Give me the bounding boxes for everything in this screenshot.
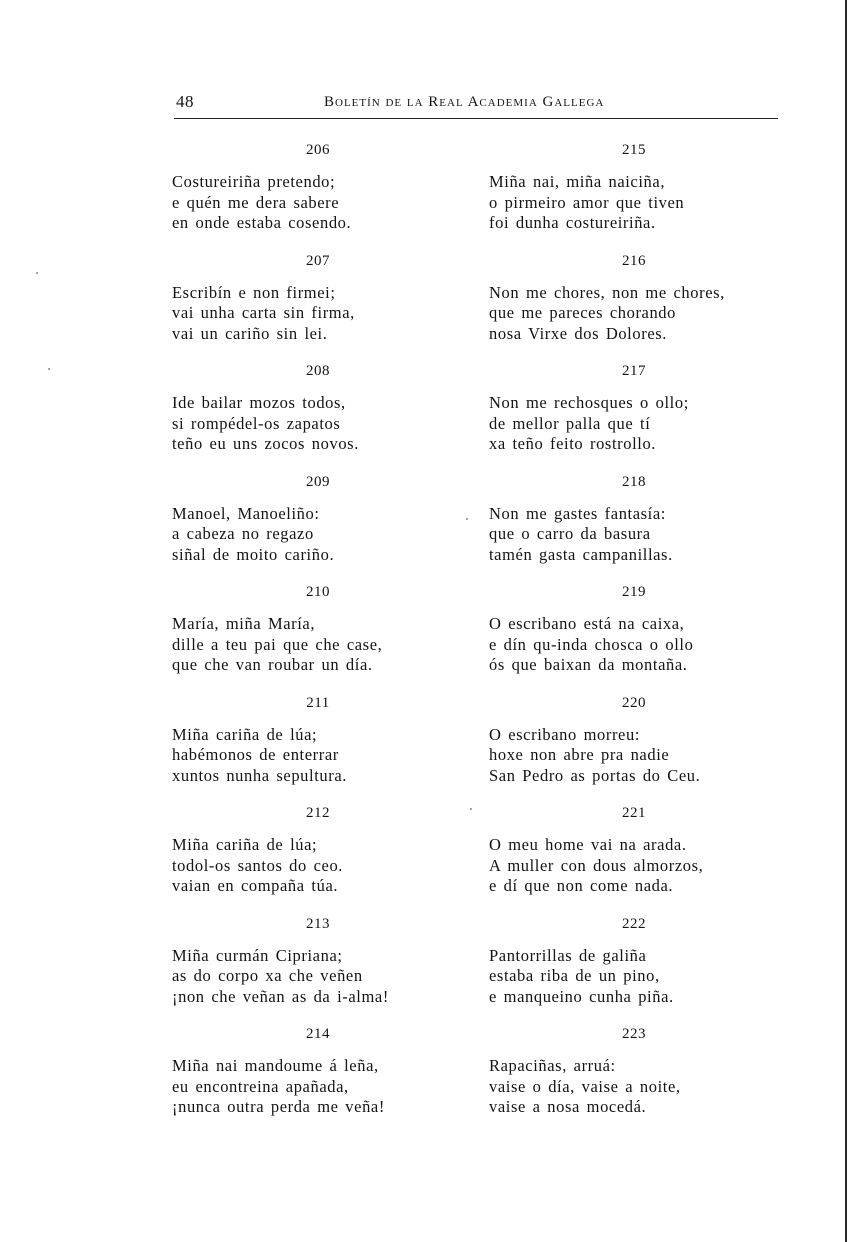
verse-line: Miña cariña de lúa; bbox=[172, 724, 318, 744]
verse-line: estaba riba de un pino, bbox=[489, 966, 660, 985]
verse-lines bbox=[489, 504, 673, 566]
verse-lines bbox=[489, 1056, 681, 1118]
header-rule bbox=[174, 118, 778, 119]
stanza bbox=[489, 805, 789, 916]
verse-line: todol-os santos do ceo. bbox=[172, 855, 344, 875]
stanza-number: 216 bbox=[622, 252, 646, 269]
verse-line: as do corpo xa che veñen bbox=[172, 966, 363, 985]
verse-line: ¡nunca outra perda me veña! bbox=[172, 1097, 385, 1116]
stanza-number: 223 bbox=[622, 1026, 646, 1042]
stanza-number: 215 bbox=[622, 142, 646, 158]
verse-lines bbox=[489, 283, 725, 345]
verse-line: tamén gasta campanillas. bbox=[489, 544, 673, 564]
verse-line: xuntos nunha sepultura. bbox=[172, 765, 347, 785]
verse-line: vaian en compaña túa. bbox=[172, 876, 339, 895]
running-head: Boletín de la Real Academia Gallega bbox=[324, 94, 605, 110]
verse-line: ¡non che veñan as da i-alma! bbox=[172, 986, 389, 1006]
verse-line: e dín qu-inda chosca o ollo bbox=[489, 634, 694, 654]
verse-line: a cabeza no regazo bbox=[172, 524, 314, 543]
stanza-number: 208 bbox=[306, 363, 330, 379]
verse-lines bbox=[172, 835, 343, 897]
verse-line: e manqueino cunha piña. bbox=[489, 986, 674, 1006]
verse-line: Non me chores, non me chores, bbox=[489, 282, 725, 302]
stanza bbox=[172, 253, 472, 364]
verse-line: e dí que non come nada. bbox=[489, 876, 674, 895]
verse-line: que o carro da basura bbox=[489, 524, 651, 543]
stanza bbox=[489, 142, 789, 253]
verse-lines bbox=[172, 725, 347, 787]
stanza-number: 206 bbox=[306, 142, 330, 158]
verse-line: si rompédel-os zapatos bbox=[172, 413, 341, 433]
page-number: 48 bbox=[176, 92, 194, 111]
verse-line: dille a teu pai que che case, bbox=[172, 634, 383, 654]
stanza-number: 217 bbox=[622, 363, 646, 379]
verse-line: Ide bailar mozos todos, bbox=[172, 393, 346, 412]
verse-lines bbox=[489, 946, 674, 1008]
stanza bbox=[489, 253, 789, 364]
stanza-number: 219 bbox=[622, 584, 646, 600]
verse-lines bbox=[489, 393, 689, 455]
stanza-number: 207 bbox=[306, 252, 330, 269]
verse-lines bbox=[172, 504, 334, 566]
stanza-number: 218 bbox=[622, 473, 646, 490]
stanza-number: 210 bbox=[306, 584, 330, 600]
verse-line: A muller con dous almorzos, bbox=[489, 855, 704, 875]
scan-speck bbox=[48, 368, 50, 370]
verse-line: O meu home vai na arada. bbox=[489, 835, 687, 854]
verse-line: o pirmeiro amor que tiven bbox=[489, 192, 685, 212]
stanza bbox=[489, 474, 789, 585]
verse-line: Non me gastes fantasía: bbox=[489, 503, 666, 523]
stanza-number: 213 bbox=[306, 915, 330, 932]
verse-line: Miña cariña de lúa; bbox=[172, 835, 318, 854]
scan-speck bbox=[36, 272, 38, 274]
verse-line: Rapaciñas, arruá: bbox=[489, 1056, 616, 1075]
verse-line: vaise o día, vaise a noite, bbox=[489, 1076, 681, 1096]
stanza bbox=[172, 1026, 472, 1137]
stanza bbox=[172, 142, 472, 253]
verse-line: hoxe non abre pra nadie bbox=[489, 745, 670, 764]
stanza-number: 220 bbox=[622, 694, 646, 711]
scan-speck bbox=[466, 518, 468, 520]
left-column bbox=[172, 142, 472, 1137]
stanza bbox=[172, 474, 472, 585]
verse-lines bbox=[489, 725, 700, 787]
stanza bbox=[489, 695, 789, 806]
verse-line: Costureiriña pretendo; bbox=[172, 172, 336, 191]
stanza bbox=[489, 363, 789, 474]
verse-line: Pantorrillas de galiña bbox=[489, 945, 647, 965]
stanza-number: 222 bbox=[622, 915, 646, 932]
scan-edge-line bbox=[845, 0, 847, 1242]
verse-line: San Pedro as portas do Ceu. bbox=[489, 765, 701, 785]
stanza bbox=[172, 695, 472, 806]
verse-lines bbox=[172, 172, 351, 234]
verse-line: Miña curmán Cipriana; bbox=[172, 945, 343, 965]
verse-line: eu encontreina apañada, bbox=[172, 1076, 349, 1096]
scan-speck bbox=[470, 808, 472, 810]
stanza-number: 221 bbox=[622, 805, 646, 821]
verse-lines bbox=[172, 946, 389, 1008]
stanza bbox=[172, 916, 472, 1027]
verse-line: ós que baixan da montaña. bbox=[489, 655, 688, 674]
verse-line: vai unha carta sin firma, bbox=[172, 303, 355, 322]
stanza bbox=[172, 584, 472, 695]
verse-line: habémonos de enterrar bbox=[172, 745, 339, 764]
verse-lines bbox=[489, 172, 684, 234]
verse-lines bbox=[489, 835, 703, 897]
verse-line: siñal de moito cariño. bbox=[172, 544, 335, 564]
stanza bbox=[489, 916, 789, 1027]
stanza-number: 211 bbox=[306, 694, 330, 711]
verse-lines bbox=[172, 614, 382, 676]
verse-line: O escribano está na caixa, bbox=[489, 614, 685, 633]
verse-line: nosa Virxe dos Dolores. bbox=[489, 323, 667, 343]
stanza bbox=[489, 584, 789, 695]
verse-lines bbox=[172, 1056, 385, 1118]
verse-line: María, miña María, bbox=[172, 614, 316, 633]
verse-line: Escribín e non firmei; bbox=[172, 282, 336, 302]
stanza bbox=[172, 363, 472, 474]
verse-line: xa teño feito rostrollo. bbox=[489, 434, 657, 453]
verse-line: Non me rechosques o ollo; bbox=[489, 393, 689, 412]
verse-lines bbox=[172, 283, 355, 345]
verse-line: O escribano morreu: bbox=[489, 724, 641, 744]
verse-lines bbox=[172, 393, 359, 455]
verse-line: Manoel, Manoeliño: bbox=[172, 503, 320, 523]
verse-line: Miña nai, miña naiciña, bbox=[489, 172, 666, 191]
page-header bbox=[174, 90, 778, 118]
verse-line: vai un cariño sin lei. bbox=[172, 323, 328, 343]
verse-line: e quén me dera sabere bbox=[172, 192, 340, 212]
stanza bbox=[489, 1026, 789, 1137]
verse-line: que me pareces chorando bbox=[489, 303, 677, 322]
stanza-number: 209 bbox=[306, 473, 330, 490]
stanza bbox=[172, 805, 472, 916]
verse-line: Miña nai mandoume á leña, bbox=[172, 1056, 379, 1075]
verse-line: teño eu uns zocos novos. bbox=[172, 434, 359, 453]
verse-line: que che van roubar un día. bbox=[172, 655, 373, 674]
verse-line: de mellor palla que tí bbox=[489, 413, 651, 433]
verse-line: en onde estaba cosendo. bbox=[172, 213, 352, 232]
stanza-number: 212 bbox=[306, 805, 330, 821]
right-column bbox=[489, 142, 789, 1137]
verse-line: vaise a nosa mocedá. bbox=[489, 1097, 647, 1116]
verse-lines bbox=[489, 614, 693, 676]
verse-line: foi dunha costureiriña. bbox=[489, 213, 656, 232]
stanza-number: 214 bbox=[306, 1026, 330, 1042]
